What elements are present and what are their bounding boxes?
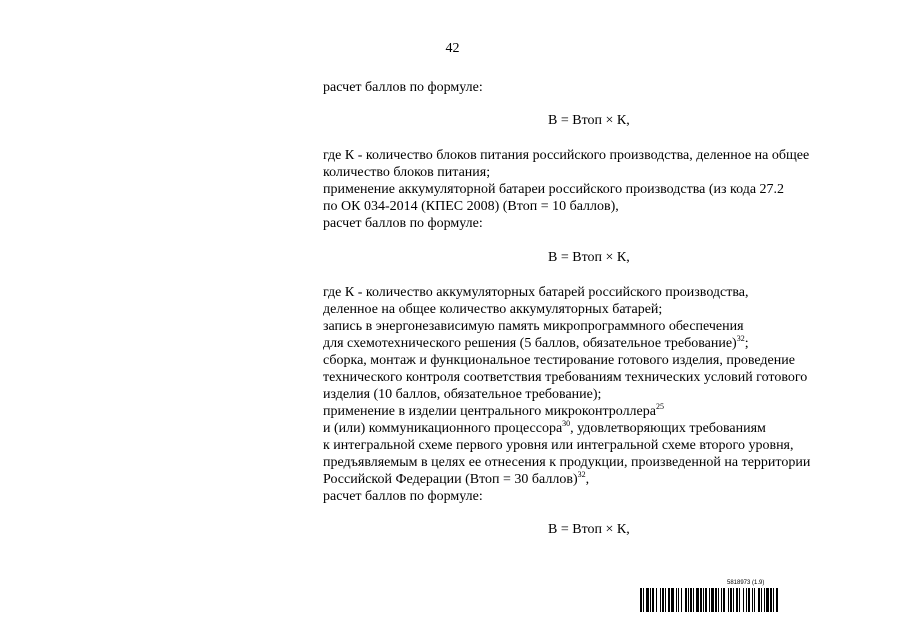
page-number: 42 (445, 41, 460, 56)
barcode-bar (728, 588, 729, 612)
barcode-bar (676, 588, 677, 612)
barcode-bar (640, 588, 642, 612)
text-line: применение аккумуляторной батареи российского производства (из кода 27.2 (323, 182, 785, 197)
text-line: к интегральной схеме первого уровня или интегральной схеме второго уровня, (323, 438, 794, 453)
barcode-bar (662, 588, 664, 612)
barcode-bar (660, 588, 661, 612)
barcode-bar (693, 588, 694, 612)
barcode-bar (656, 588, 657, 612)
barcode-bar (643, 588, 644, 612)
barcode-bar (766, 588, 769, 612)
text-line: применение в изделии центрального микроконтроллера$^{25}$ (323, 402, 664, 419)
barcode-bar (696, 588, 699, 612)
text-line: количество блоков питания; (323, 165, 491, 180)
barcode-bar (736, 588, 738, 612)
barcode-bar (668, 588, 670, 612)
barcode-bar (730, 588, 732, 612)
barcode-bar (709, 588, 710, 612)
barcode-bar (773, 588, 774, 612)
text-line: сборка, монтаж и функциональное тестирование готового изделия, проведение (323, 353, 795, 368)
text-line: Российской Федерации (Втоп = 30 баллов)$^{32}$, (323, 470, 590, 487)
footnote-ref: 30 (562, 419, 571, 428)
text-line: по ОК 034-2014 (КПЕС 2008) (Втоп = 10 баллов), (323, 199, 619, 214)
barcode-bar (700, 588, 702, 612)
barcode-bar (703, 588, 704, 612)
text-line: для схемотехнического решения (5 баллов, обязательное требование)$^{32}$; (323, 334, 749, 351)
formula: B = Втоп × К, (548, 522, 630, 537)
barcode-bar (646, 588, 649, 612)
barcode-bar (743, 588, 744, 612)
formula: B = Втоп × К, (548, 113, 630, 128)
barcode-bar (715, 588, 717, 612)
barcode-bar (718, 588, 719, 612)
text-line: технического контроля соответствия требованиям технических условий готового (323, 370, 808, 385)
barcode-bar (754, 588, 755, 612)
text-line: предъявляемым в целях ее отнесения к продукции, произведенной на территории (323, 455, 811, 470)
barcode-bar (685, 588, 687, 612)
text-line: изделия (10 баллов, обязательное требование); (323, 387, 602, 402)
barcode-bar (652, 588, 654, 612)
text-line: и (или) коммуникационного процессора$^{30}$, удовлетворяющих требованиям (323, 419, 766, 436)
barcode-bar (705, 588, 707, 612)
barcode-bar (723, 588, 725, 612)
barcode-bar (746, 588, 747, 612)
text-line: расчет баллов по формуле: (323, 489, 483, 504)
barcode-bar (721, 588, 722, 612)
barcode-bar (665, 588, 666, 612)
footnote-ref: 25 (655, 402, 664, 411)
text-line: запись в энергонезависимую память микропрограммного обеспечения (323, 319, 744, 334)
barcode-bar (650, 588, 651, 612)
text-line: расчет баллов по формуле: (323, 216, 483, 231)
text-line: где К - количество блоков питания российского производства, деленное на общее (323, 148, 810, 163)
text-line: деленное на общее количество аккумуляторных батарей; (323, 302, 663, 317)
formula: B = Втоп × К, (548, 250, 630, 265)
text-line: где К - количество аккумуляторных батарей российского производства, (323, 285, 749, 300)
text-line: расчет баллов по формуле: (323, 80, 483, 95)
barcode-bar (761, 588, 762, 612)
barcode-bar (678, 588, 679, 612)
footnote-ref: 32 (736, 334, 745, 343)
barcode-bar (671, 588, 674, 612)
barcode-bar (764, 588, 765, 612)
barcode-bar (752, 588, 753, 612)
barcode-icon (640, 588, 858, 612)
barcode-label: 5818973 (1.9) (727, 580, 765, 586)
barcode-bar (733, 588, 734, 612)
barcode-bar (748, 588, 750, 612)
barcode-bar (690, 588, 692, 612)
footnote-ref: 32 (577, 470, 586, 479)
barcode-bar (770, 588, 772, 612)
barcode-bar (758, 588, 760, 612)
barcode-bar (776, 588, 778, 612)
barcode-bar (711, 588, 714, 612)
barcode-bar (739, 588, 740, 612)
barcode-bar (681, 588, 682, 612)
barcode-bar (688, 588, 689, 612)
